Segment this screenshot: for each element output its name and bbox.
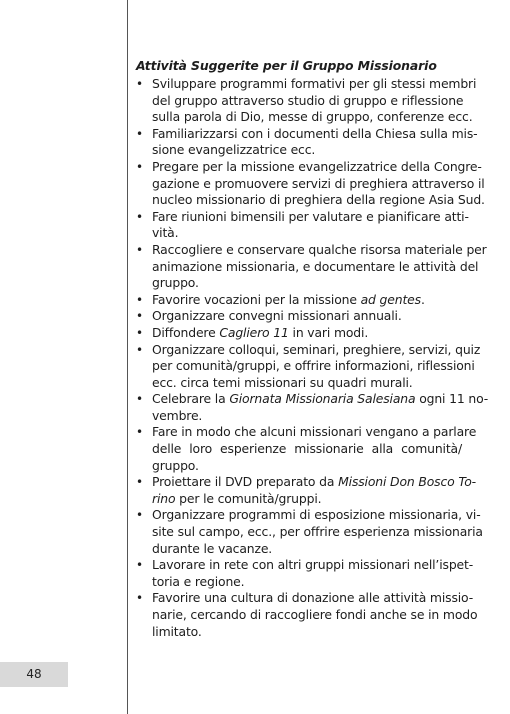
bullet-icon: • xyxy=(136,159,143,174)
text-line: durante le vacanze. xyxy=(152,540,273,556)
text-line: vità. xyxy=(152,225,179,241)
list-item xyxy=(136,76,477,126)
text-line: del gruppo attraverso studio di gruppo e riflessione xyxy=(152,92,464,108)
list-item xyxy=(136,557,474,590)
italic-title: rino xyxy=(152,490,176,506)
list-item xyxy=(136,292,462,309)
text-line: Organizzare colloqui, seminari, preghiere, servizi, quiz xyxy=(152,341,481,357)
italic-title: ad gentes xyxy=(360,291,421,307)
bullet-icon: • xyxy=(136,475,143,490)
bullet-icon: • xyxy=(136,558,143,573)
list-item xyxy=(136,325,462,342)
list-item xyxy=(136,208,469,242)
list-item xyxy=(136,474,476,507)
text-line xyxy=(152,491,462,508)
italic-title: Cagliero 11 xyxy=(219,324,289,340)
list-item xyxy=(136,590,478,640)
bullet-icon: • xyxy=(136,292,143,307)
text-line: limitato. xyxy=(152,623,202,639)
text-run: per le comunità/gruppi. xyxy=(175,490,322,506)
text-run: . xyxy=(420,291,425,307)
list-item xyxy=(136,158,485,209)
bullet-icon: • xyxy=(136,209,143,224)
text-line: gazione e promuovere servizi di preghiera attraverso il xyxy=(152,175,485,191)
margin-rule xyxy=(127,0,128,714)
text-line: Fare riunioni bimensili per valutare e pianificare atti- xyxy=(152,208,469,224)
text-line: gruppo. xyxy=(152,275,199,291)
activity-list xyxy=(136,76,489,640)
text-run: Diffondere xyxy=(152,324,220,340)
bullet-icon: • xyxy=(136,325,143,340)
bullet-icon: • xyxy=(136,242,143,257)
bullet-icon: • xyxy=(136,425,143,440)
text-line xyxy=(152,391,489,408)
text-line: Fare in modo che alcuni missionari vengano a parlare xyxy=(152,424,477,440)
bullet-icon: • xyxy=(136,126,143,141)
bullet-icon: • xyxy=(136,77,143,91)
text-line: delle loro esperienze missionarie alla comunità/ xyxy=(152,441,462,457)
text-line xyxy=(152,292,462,309)
page-number: 48 xyxy=(0,662,68,687)
text-line: sulla parola di Dio, messe di gruppo, conferenze ecc. xyxy=(152,109,473,125)
text-run: Proiettare il DVD preparato da xyxy=(152,474,339,490)
list-item xyxy=(136,424,477,474)
bullet-icon: • xyxy=(136,508,143,523)
text-line: toria e regione. xyxy=(152,573,245,589)
text-line xyxy=(152,474,476,491)
bullet-icon: • xyxy=(136,392,143,407)
bullet-icon: • xyxy=(136,309,143,324)
text-line: ecc. circa temi missionari su quadri murali. xyxy=(152,374,413,390)
list-item xyxy=(136,391,489,424)
text-line: site sul campo, ecc., per offrire esperienza missionaria xyxy=(152,524,483,540)
list-item xyxy=(136,241,487,292)
list-item xyxy=(136,341,481,392)
text-line: narie, cercando di raccogliere fondi anche se in modo xyxy=(152,607,478,622)
bullet-icon: • xyxy=(136,591,143,606)
list-item xyxy=(136,308,462,325)
italic-title: Giornata Missionaria Salesiana xyxy=(229,391,416,407)
list-item xyxy=(136,125,478,159)
list-item xyxy=(136,507,483,557)
main-content xyxy=(136,57,489,640)
text-line: sione evangelizzatrice ecc. xyxy=(152,142,316,158)
text-line: Lavorare in rete con altri gruppi missionari nell’ispet- xyxy=(152,557,474,573)
text-line: Familiarizzarsi con i documenti della Chiesa sulla mis- xyxy=(152,125,478,141)
text-line xyxy=(152,325,462,342)
italic-title: Missioni Don Bosco To- xyxy=(338,474,476,490)
text-run: in vari modi. xyxy=(288,324,369,340)
text-run: ogni 11 no- xyxy=(415,391,489,407)
text-run: Celebrare la xyxy=(152,391,230,407)
text-line: Organizzare programmi di esposizione missionaria, vi- xyxy=(152,507,481,523)
bullet-icon: • xyxy=(136,342,143,357)
text-line: gruppo. xyxy=(152,457,199,473)
text-line: Raccogliere e conservare qualche risorsa materiale per xyxy=(152,241,487,257)
text-line: animazione missionaria, e documentare le attività del xyxy=(152,258,479,274)
text-line: vembre. xyxy=(152,407,203,423)
text-line: Sviluppare programmi formativi per gli stessi membri xyxy=(152,76,477,91)
text-line: Organizzare convegni missionari annuali. xyxy=(152,308,402,324)
text-line: Favorire una cultura di donazione alle attività missio- xyxy=(152,590,474,606)
text-line: per comunità/gruppi, e offrire informazioni, riflessioni xyxy=(152,358,475,374)
section-title: Attività Suggerite per il Gruppo Missionario xyxy=(136,58,437,73)
text-line: Pregare per la missione evangelizzatrice della Congre- xyxy=(152,158,482,174)
text-run: Favorire vocazioni per la missione xyxy=(152,291,361,307)
text-line: nucleo missionario di preghiera della regione Asia Sud. xyxy=(152,192,485,208)
